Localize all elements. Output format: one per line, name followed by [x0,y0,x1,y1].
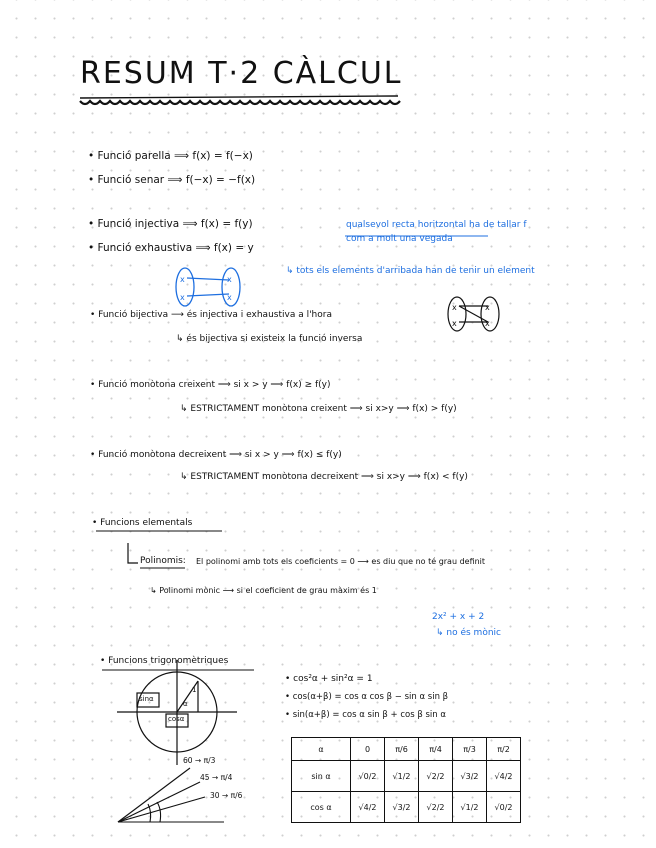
table-header-cell: 0 [351,738,385,761]
svg-text:x: x [227,275,232,284]
table-header-row [292,738,521,761]
line-bijectiva-sub: ↳ és bijectiva si existeix la funció inversa [176,334,363,344]
heading-funcions-trigonometriques: • Funcions trigonomètriques [100,656,229,666]
angle-label-60: 60 → π/3 [183,756,216,765]
table-header-cell: π/6 [385,738,419,761]
table-cell: √2/2 [419,761,453,792]
trig-values-table [291,737,521,823]
angle-label-45: 45 → π/4 [200,773,233,782]
table-row-sin [292,761,521,792]
table-cell: √0/2 [351,761,385,792]
svg-text:x: x [227,293,232,302]
label-polinomis: Polinomis: [140,556,186,566]
title-underline [80,101,400,104]
table-row-label: cos α [292,792,351,823]
table-header-cell: π/2 [487,738,521,761]
circle-label-r: 1 [192,686,197,694]
line-creixent-sub: ↳ ESTRICTAMENT monòtona creixent ⟹ si x>y ⟹ f(x) > f(y) [180,404,457,414]
table-cell: √3/2 [385,792,419,823]
unit-circle [117,660,237,765]
table-header-cell: α [292,738,351,761]
circle-label-alpha: α [183,700,188,708]
note-injectiva: qualsevol recta horitzontal ha de tallar f [346,220,527,230]
line-funcio-bijectiva: • Funció bijectiva ⟶ és injectiva i exhaustiva a l'hora [90,310,332,320]
page-title: RESUM T·2 CÀLCUL [80,56,403,91]
svg-text:x: x [485,319,490,328]
line-funcio-exhaustiva: • Funció exhaustiva ⟹ f(x) = y [88,242,254,254]
line-funcio-parella: • Funció parella ⟹ f(x) = f(−x) [88,150,253,162]
svg-text:x: x [180,293,185,302]
identity-sin-sum: • sin(α+β) = cos α sin β + cos β sin α [285,710,446,720]
line-monotona-decreixent: • Funció monòtona decreixent ⟹ si x > y ⟹ f(x) ≤ f(y) [90,450,342,460]
line-monotona-creixent: • Funció monòtona creixent ⟹ si x > y ⟹ f(x) ≥ f(y) [90,380,331,390]
table-cell: √4/2 [351,792,385,823]
circle-label-sin: sinα [139,695,154,703]
mapping-diagram-black [448,297,499,331]
table-row-cos [292,792,521,823]
svg-text:x: x [452,319,457,328]
line-decreixent-sub: ↳ ESTRICTAMENT monòtona decreixent ⟹ si x>y ⟹ f(x) < f(y) [180,472,468,482]
example-polynomial: 2x² + x + 2 [432,612,485,622]
table-cell: √3/2 [453,761,487,792]
mapping-diagram-blue [176,268,240,306]
circle-label-cos: cosα [168,715,185,723]
svg-text:x: x [485,303,490,312]
table-header-cell: π/4 [419,738,453,761]
table-cell: √0/2 [487,792,521,823]
table-cell: √1/2 [453,792,487,823]
svg-text:x: x [452,303,457,312]
identity-cos-sum: • cos(α+β) = cos α cos β − sin α sin β [285,692,449,702]
table-row-label: sin α [292,761,351,792]
identity-pythagorean: • cos²α + sin²α = 1 [285,674,373,684]
note-exhaustiva: ↳ tots els elements d'arribada han de tenir un element [286,266,535,276]
line-funcio-senar: • Funció senar ⟹ f(−x) = −f(x) [88,174,256,186]
line-funcio-injectiva: • Funció injectiva ⟹ f(x) = f(y) [88,218,253,230]
line-polinomi-monic: ↳ Polinomi mònic ⟶ si el coeficient de grau màxim és 1 [150,586,377,595]
table-cell: √2/2 [419,792,453,823]
line-polinomis: El polinomi amb tots els coeficients = 0 ⟶ es diu que no té grau definit [196,557,486,566]
example-note: ↳ no és mònic [436,628,501,638]
svg-text:x: x [180,275,185,284]
table-cell: √1/2 [385,761,419,792]
table-cell: √4/2 [487,761,521,792]
heading-funcions-elementals: • Funcions elementals [92,518,193,528]
note-injectiva-2: com a molt una vegada [346,234,453,244]
angle-label-30: 30 → π/6 [210,791,243,800]
table-header-cell: π/3 [453,738,487,761]
